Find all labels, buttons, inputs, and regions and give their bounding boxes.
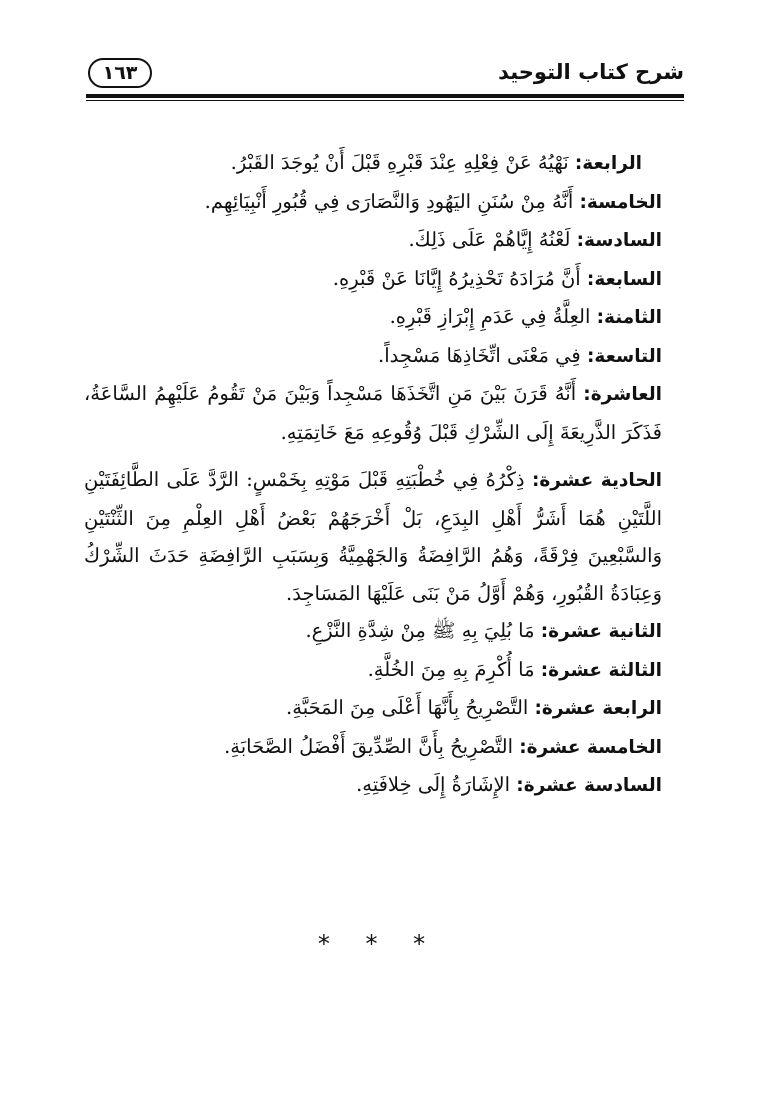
item-label: السادسة: [576, 230, 662, 251]
item-text: مَا أُكْرِمَ بِهِ مِنَ الخُلَّةِ. [367, 657, 535, 681]
item-label: الثانية عشرة: [540, 621, 662, 642]
header-rule-thin [86, 100, 684, 101]
list-item [84, 260, 684, 299]
page-header [86, 58, 684, 94]
item-label: السابعة: [586, 268, 662, 290]
list-item [84, 221, 684, 260]
list-item [84, 689, 684, 728]
item-text: الإِشَارَةُ إِلَى خِلافَتِهِ. [356, 773, 511, 796]
item-text: نَهْيُهُ عَنْ فِعْلِهِ عِنْدَ قَبْرِهِ قَبْلَ أَنْ يُوجَدَ القَبْرُ. [230, 151, 569, 174]
item-label: التاسعة: [586, 345, 662, 367]
item-label: الخامسة: [579, 191, 662, 213]
item-text: أَنَّهُ قَرَنَ بَيْنَ مَنِ اتَّخَذَهَا مَسْجِداً وَبَيْنَ مَنْ تَقُومُ عَلَيْهِمُ السَّاعَةُ، فَذَكَرَ الذَّرِيعَةَ إِلَى الشِّرْكِ قَبْلَ وُقُوعِهِ مَعَ خَاتِمَتِهِ. [84, 382, 662, 444]
item-text: فِي مَعْنَى اتِّخَاذِهَا مَسْجِداً. [378, 343, 581, 367]
section-separator: * * * [317, 930, 440, 958]
list-item [84, 651, 684, 690]
page-number-badge: ١٦٣ [88, 58, 152, 88]
list-item [84, 612, 684, 651]
item-label: الخامسة عشرة: [519, 736, 662, 758]
item-label: الرابعة: [574, 153, 642, 174]
list-item [84, 298, 684, 337]
item-text: التَّصْرِيحُ بِأَنَّ الصِّدِّيقَ أَفْضَلُ الصَّحَابَةِ. [224, 734, 513, 758]
running-title: شرح كتاب التوحيد [498, 60, 684, 84]
list-item [84, 461, 684, 612]
item-label: العاشرة: [583, 384, 662, 405]
item-label: الحادية عشرة: [531, 470, 662, 491]
item-label: الثامنة: [596, 307, 662, 328]
item-text: مَا بُلِيَ بِهِ ﷺ مِنْ شِدَّةِ النَّزْعِ. [305, 619, 535, 642]
item-text: أَنَّهُ مِنْ سُنَنِ اليَهُودِ وَالنَّصَارَى فِي قُبُورِ أَنْبِيَائِهِم. [204, 189, 574, 213]
item-label: السادسة عشرة: [516, 775, 662, 796]
item-text: أَنَّ مُرَادَهُ تَحْذِيرُهُ إِيَّانَا عَنْ قَبْرِهِ. [332, 266, 581, 290]
list-item [84, 337, 684, 376]
list-item [84, 375, 684, 451]
item-text: العِلَّةُ فِي عَدَمِ إِبْرَازِ قَبْرِهِ. [389, 305, 591, 328]
main-text [84, 144, 684, 805]
item-text: التَّصْرِيحُ بِأَنَّهَا أَعْلَى مِنَ المَحَبَّةِ. [286, 696, 529, 719]
list-item [84, 728, 684, 767]
header-rule-thick [86, 94, 684, 98]
item-label: الرابعة عشرة: [534, 698, 662, 719]
item-label: الثالثة عشرة: [540, 659, 662, 681]
list-item [84, 144, 684, 183]
item-text: لَعْنُهُ إِيَّاهُمْ عَلَى ذَلِكَ. [408, 228, 571, 251]
list-item [84, 183, 684, 222]
list-item [84, 766, 684, 805]
item-text: ذِكْرُهُ فِي خُطْبَتِهِ قَبْلَ مَوْتِهِ بِخَمْسٍ: الرَّدَّ عَلَى الطَّائِفَتَيْنِ اللَّتَيْنِ هُمَا أَشَرُّ أَهْلِ البِدَعِ، بَلْ أَخْرَجَهُمْ بَعْضُ أَهْلِ العِلْمِ مِنَ الثِّنْتَيْنِ وَالسَّبْعِينَ فِرْقَةً، وَهُمُ الرَّافِضَةُ وَالجَهْمِيَّةُ وَبِسَبَبِ الرَّافِضَةِ حَدَثَ الشِّرْكُ وَعِبَادَةُ القُبُورِ، وَهُمْ أَوَّلُ مَنْ بَنَى عَلَيْهَا المَسَاجِدَ. [84, 468, 662, 605]
